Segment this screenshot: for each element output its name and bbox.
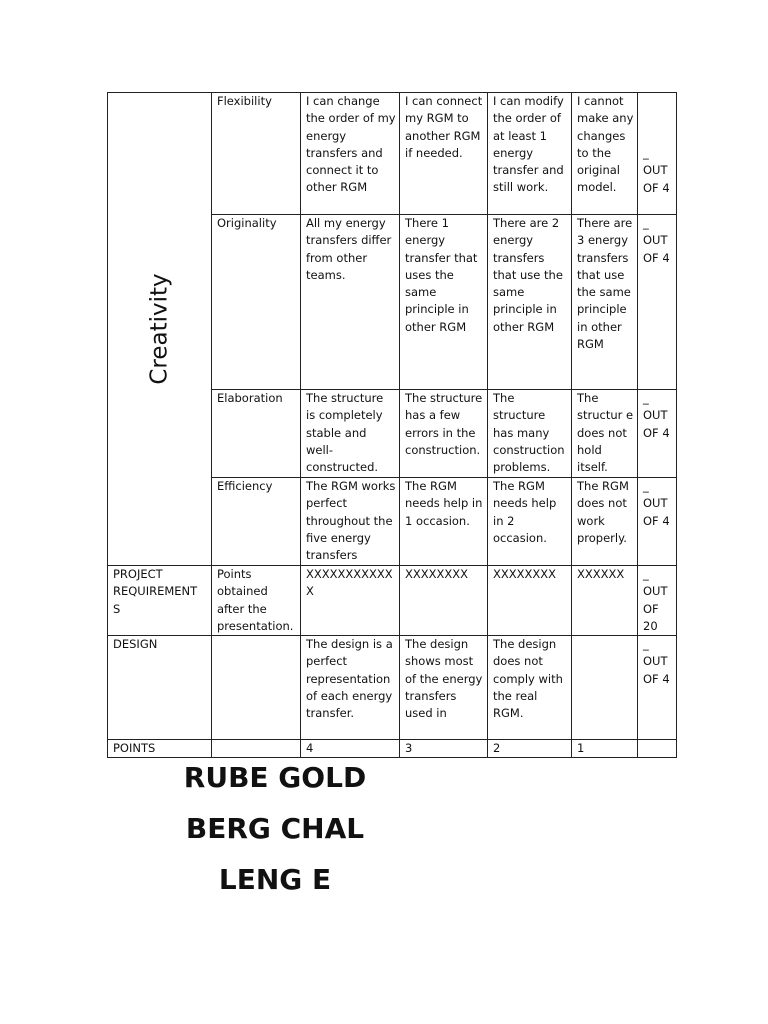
level-cell: XXXXXXXX — [488, 566, 572, 636]
level-cell — [572, 636, 638, 740]
level-cell: The design does not comply with the real RGM. — [488, 636, 572, 740]
score-cell — [638, 566, 677, 636]
level-cell: The RGM does not work properly. — [572, 478, 638, 566]
table-row — [108, 636, 677, 740]
level-cell: XXXXXXXXXXXX — [301, 566, 400, 636]
empty-cell — [638, 740, 677, 758]
criterion-cell: Flexibility — [212, 93, 301, 215]
level-cell: The structur e does not hold itself. — [572, 390, 638, 478]
criterion-cell: Efficiency — [212, 478, 301, 566]
level-cell: The RGM works perfect throughout the five energy transfers — [301, 478, 400, 566]
score-text: _ OUT OF 4 — [643, 637, 670, 686]
points-value-cell: 3 — [400, 740, 488, 758]
level-cell: The RGM needs help in 2 occasion. — [488, 478, 572, 566]
table-row — [108, 566, 677, 636]
score-cell — [638, 93, 677, 215]
level-cell: The RGM needs help in 1 occasion. — [400, 478, 488, 566]
level-cell: There are 3 energy transfers that use the same principle in other RGM — [572, 215, 638, 390]
level-cell: I can change the order of my energy transfers and connect it to other RGM — [301, 93, 400, 215]
points-label-cell: POINTS — [108, 740, 212, 758]
page-title: RUBE GOLDBERG CHALLENG E — [183, 761, 367, 896]
level-cell: There are 2 energy transfers that use the same principle in other RGM — [488, 215, 572, 390]
level-cell: The design is a perfect representation of each energy transfer. — [301, 636, 400, 740]
level-cell: XXXXXXXX — [400, 566, 488, 636]
score-cell — [638, 636, 677, 740]
criterion-cell: Originality — [212, 215, 301, 390]
score-text: _ OUT OF 4 — [643, 391, 670, 440]
category-cell: PROJECT REQUIREMENT S — [108, 566, 212, 636]
criterion-cell — [212, 636, 301, 740]
points-value-cell: 2 — [488, 740, 572, 758]
criterion-cell: Points obtained after the presentation. — [212, 566, 301, 636]
score-cell — [638, 478, 677, 566]
level-cell: All my energy transfers differ from other teams. — [301, 215, 400, 390]
criterion-cell: Elaboration — [212, 390, 301, 478]
level-cell: The structure is completely stable and well-constructed. — [301, 390, 400, 478]
level-cell: The structure has a few errors in the construction. — [400, 390, 488, 478]
score-cell — [638, 390, 677, 478]
category-cell: DESIGN — [108, 636, 212, 740]
points-value-cell: 4 — [301, 740, 400, 758]
score-text: _ OUT OF 4 — [643, 146, 670, 195]
score-text: _ OUT OF 20 — [643, 567, 668, 633]
level-cell: I cannot make any changes to the original model. — [572, 93, 638, 215]
level-cell: I can connect my RGM to another RGM if needed. — [400, 93, 488, 215]
rubric-table — [107, 92, 677, 758]
table-row — [108, 93, 677, 215]
level-cell: The design shows most of the energy transfers used in — [400, 636, 488, 740]
level-cell: There 1 energy transfer that uses the same principle in other RGM — [400, 215, 488, 390]
category-cell — [108, 93, 212, 566]
level-cell: The structure has many construction problems. — [488, 390, 572, 478]
score-text: _ OUT OF 4 — [643, 216, 670, 265]
level-cell: XXXXXX — [572, 566, 638, 636]
points-value-cell: 1 — [572, 740, 638, 758]
score-cell — [638, 215, 677, 390]
score-text: _ OUT OF 4 — [643, 479, 670, 528]
category-label: Creativity — [146, 273, 172, 385]
level-cell: I can modify the order of at least 1 energy transfer and still work. — [488, 93, 572, 215]
